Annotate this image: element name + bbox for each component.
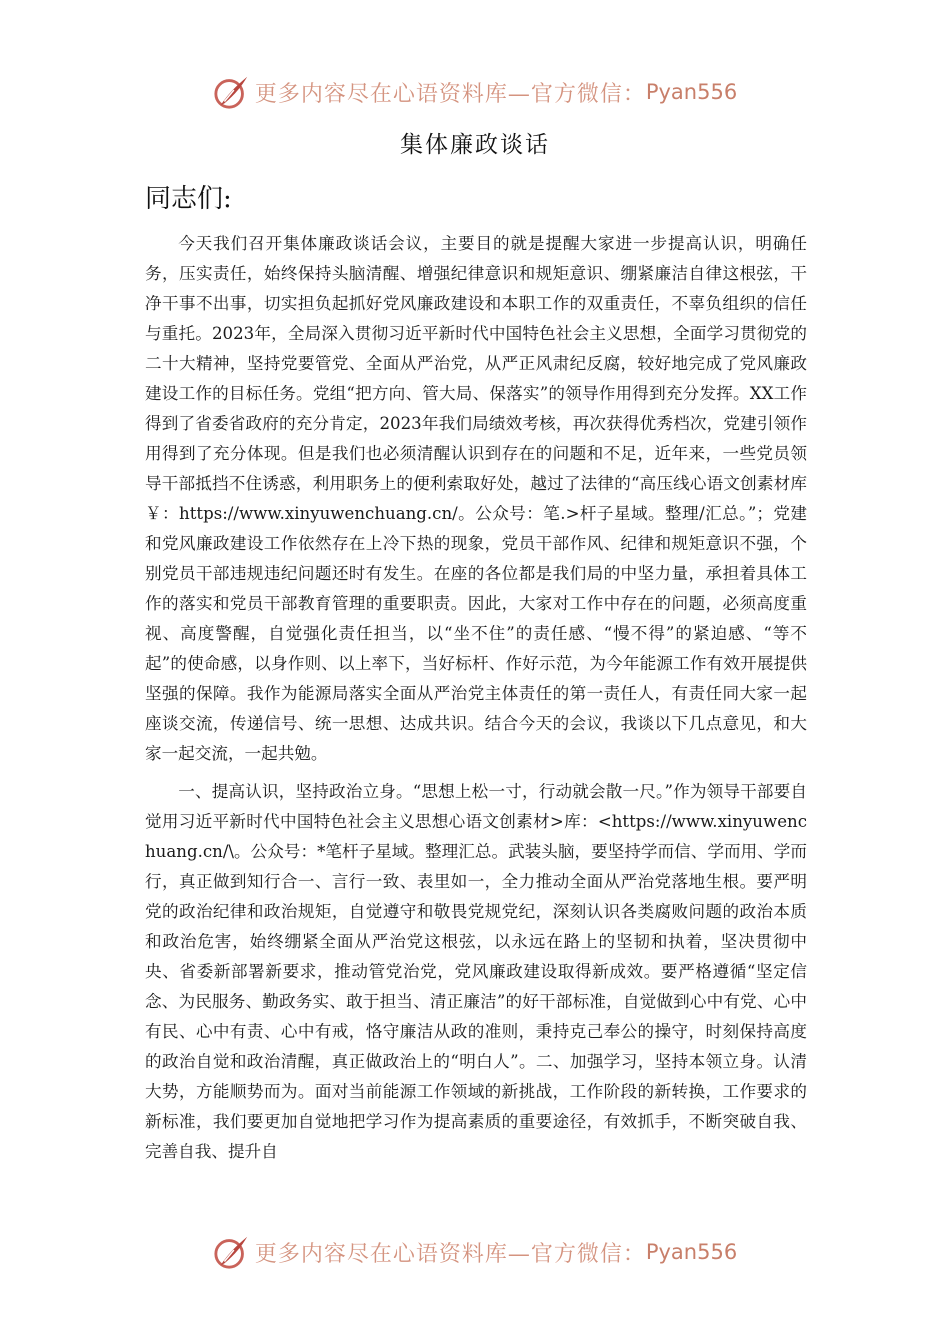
body-paragraph-1: 今天我们召开集体廉政谈话会议，主要目的就是提醒大家进一步提高认识，明确任务，压实责任，始终保持头脑清醒、增强纪律意识和规矩意识、绷紧廉洁自律这根弦，干净干事不出事，切实担负起抓好党风廉政建设和本职工作的双重责任，不辜负组织的信任与重托。2023年，全局深入贯彻习近平新时代中国特色社会主义思想，全面学习贯彻党的二十大精神，坚持党要管党、全面从严治党，从严正风肃纪反腐，较好地完成了党风廉政建设工作的目标任务。党组“把方向、管大局、保落实”的领导作用得到充分发挥。XX工作得到了省委省政府的充分肯定，2023年我们局绩效考核，再次获得优秀档次，党建引领作用得到了充分体现。但是我们也必须清醒认识到存在的问题和不足，近年来，一些党员领导干部抵挡不住诱惑，利用职务上的便利索取好处，越过了法律的“高压线心语文创素材库￥：https://www.xinyuwenchuang.cn/。公众号：笔.>杆子星域。整理/汇总。”；党建和党风廉政建设工作依然存在上冷下热的现象，党员干部作风、纪律和规矩意识不强，个别党员干部违规违纪问题还时有发生。在座的各位都是我们局的中坚力量，承担着具体工作的落实和党员干部教育管理的重要职责。因此，大家对工作中存在的问题，必须高度重视、高度警醒，自觉强化责任担当，以“坐不住”的责任感、“慢不得”的紧迫感、“等不起”的使命感，以身作则、以上率下，当好标杆、作好示范，为今年能源工作有效开展提供坚强的保障。我作为能源局落实全面从严治党主体责任的第一责任人，有责任同大家一起座谈交流，传递信号、统一思想、达成共识。结合今天的会议，我谈以下几点意见，和大家一起交流，一起共勉。 — [145, 234, 807, 763]
banner-text: 更多内容尽在心语资料库—官方微信： — [254, 1241, 646, 1267]
document-body — [145, 229, 807, 1175]
header-watermark-banner — [0, 72, 950, 112]
banner-text: 更多内容尽在心语资料库—官方微信： — [254, 81, 646, 107]
body-paragraph-2: 一、提高认识，坚持政治立身。“思想上松一寸，行动就会散一尺。”作为领导干部要自觉用习近平新时代中国特色社会主义思想心语文创素材>库：<https://www.xinyuwenchuang.cn/\。公众号：*笔杆子星域。整理汇总。武装头脑，要坚持学而信、学而用、学而行，真正做到知行合一、言行一致、表里如一，全力推动全面从严治党落地生根。要严明党的政治纪律和政治规矩，自觉遵守和敬畏党规党纪，深刻认识各类腐败问题的政治本质和政治危害，始终绷紧全面从严治党这根弦，以永远在路上的坚韧和执着，坚决贯彻中央、省委新部署新要求，推动管党治党，党风廉政建设取得新成效。要严格遵循“坚定信念、为民服务、勤政务实、敢于担当、清正廉洁”的好干部标准，自觉做到心中有党、心中有民、心中有责、心中有戒，恪守廉洁从政的准则，秉持克己奉公的操守，时刻保持高度的政治自觉和政治清醒，真正做政治上的“明白人”。二、加强学习，坚持本领立身。认清大势，方能顺势而为。面对当前能源工作领域的新挑战，工作阶段的新转换，工作要求的新标准，我们要更加自觉地把学习作为提高素质的重要途径，有效抓手，不断突破自我、完善自我、提升自 — [145, 782, 807, 1161]
quill-logo-icon — [213, 73, 251, 111]
greeting: 同志们: — [145, 184, 232, 214]
quill-logo-icon — [213, 1233, 251, 1271]
document-title: 集体廉政谈话 — [400, 132, 550, 158]
footer-watermark-banner — [0, 1232, 950, 1272]
banner-wechat-id: Pyan556 — [645, 1240, 738, 1264]
banner-wechat-id: Pyan556 — [645, 80, 738, 104]
